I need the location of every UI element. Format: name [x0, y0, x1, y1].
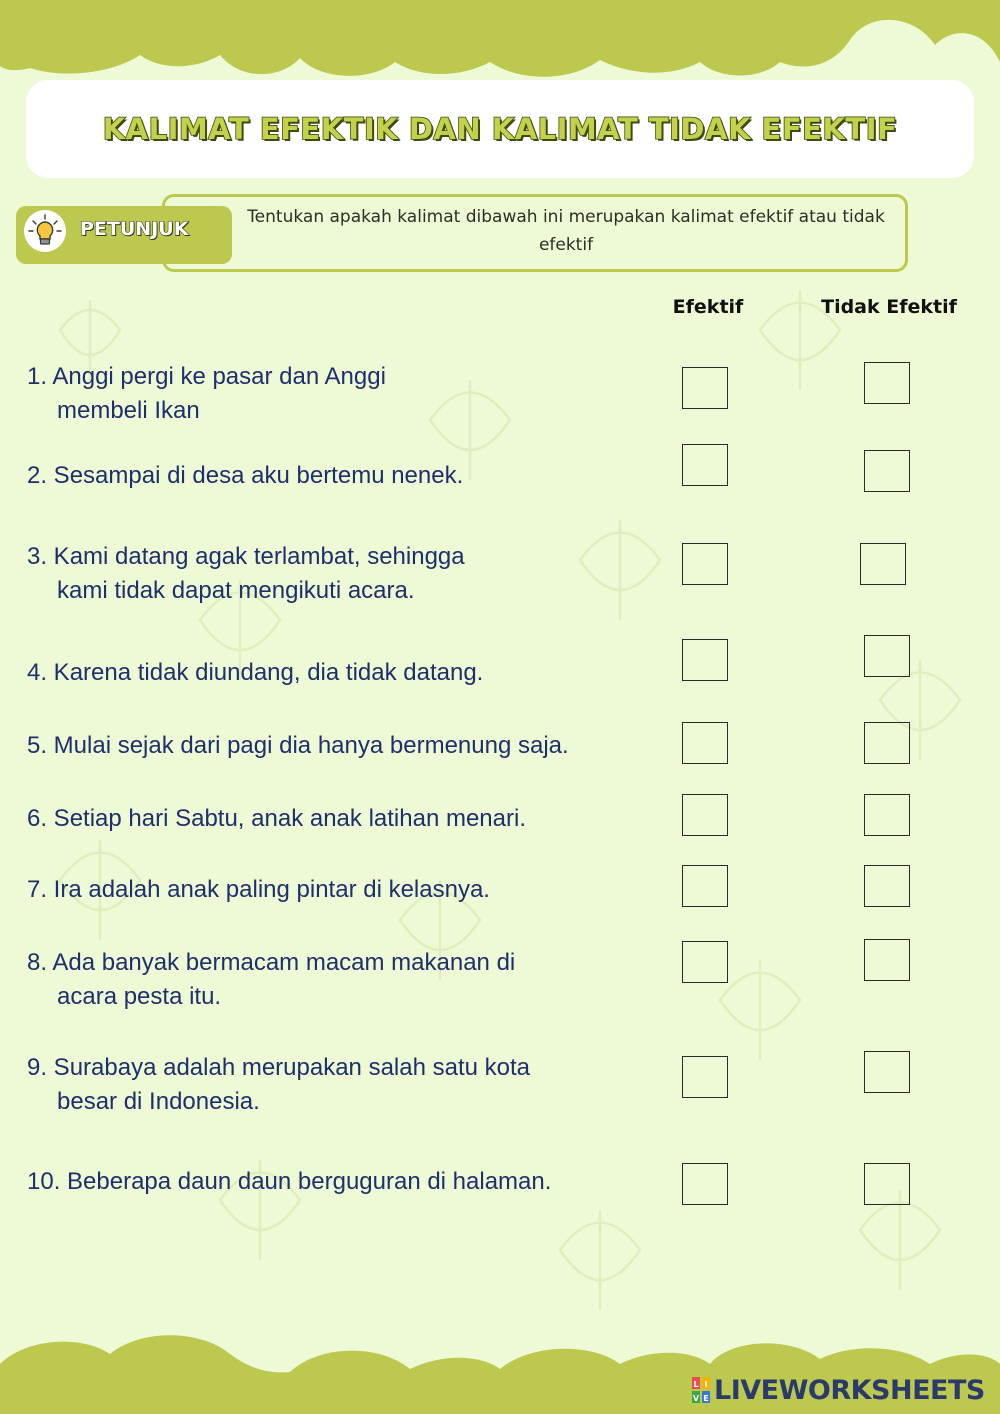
column-header-tidak-efektif: Tidak Efektif [821, 296, 957, 318]
title-banner [26, 80, 974, 178]
checkbox-tidak-efektif-2[interactable] [864, 450, 910, 492]
question-line: 5. Mulai sejak dari pagi dia hanya bermenung saja. [27, 732, 569, 759]
checkbox-tidak-efektif-10[interactable] [864, 1163, 910, 1205]
liveworksheets-logo-text: LIVEWORKSHEETS [714, 1374, 985, 1406]
question-item [27, 729, 647, 763]
logo-letter: V [692, 1394, 700, 1403]
lightbulb-icon [27, 213, 63, 249]
petunjuk-label: PETUNJUK [80, 218, 189, 240]
checkbox-tidak-efektif-4[interactable] [864, 635, 910, 677]
checkbox-efektif-10[interactable] [682, 1163, 728, 1205]
question-line: 4. Karena tidak diundang, dia tidak datang. [27, 659, 484, 686]
column-header-efektif: Efektif [672, 296, 744, 318]
question-item [27, 360, 647, 428]
question-item [27, 1051, 647, 1119]
worksheet-title: KALIMAT EFEKTIK DAN KALIMAT TIDAK EFEKTIF [102, 112, 898, 146]
question-line: besar di Indonesia. [57, 1088, 260, 1115]
liveworksheets-blocks-icon [692, 1377, 710, 1403]
top-cloud-decoration [0, 0, 1000, 90]
checkbox-tidak-efektif-9[interactable] [864, 1051, 910, 1093]
liveworksheets-logo[interactable] [692, 1374, 985, 1406]
checkbox-tidak-efektif-7[interactable] [864, 865, 910, 907]
question-item [27, 1165, 647, 1199]
checkbox-efektif-8[interactable] [682, 941, 728, 983]
logo-letter: I [704, 1380, 708, 1389]
checkbox-efektif-6[interactable] [682, 794, 728, 836]
question-line: 10. Beberapa daun daun berguguran di halaman. [27, 1168, 552, 1195]
logo-letter: L [693, 1380, 699, 1389]
question-line: kami tidak dapat mengikuti acara. [57, 577, 415, 604]
question-item [27, 873, 647, 907]
question-line: 1. Anggi pergi ke pasar dan Anggi [27, 363, 386, 390]
question-line: acara pesta itu. [57, 983, 222, 1010]
question-item [27, 802, 647, 836]
checkbox-efektif-7[interactable] [682, 865, 728, 907]
question-line: 7. Ira adalah anak paling pintar di kelasnya. [27, 876, 490, 903]
instruction-text: Tentukan apakah kalimat dibawah ini merupakan kalimat efektif atau tidak efektif [247, 207, 885, 255]
checkbox-tidak-efektif-3[interactable] [860, 543, 906, 585]
logo-letter: E [703, 1394, 709, 1403]
checkbox-efektif-9[interactable] [682, 1056, 728, 1098]
question-line: 8. Ada banyak bermacam macam makanan di [27, 949, 516, 976]
question-item [27, 656, 647, 690]
checkbox-efektif-1[interactable] [682, 367, 728, 409]
checkbox-efektif-4[interactable] [682, 639, 728, 681]
question-line: 9. Surabaya adalah merupakan salah satu kota [27, 1054, 531, 1081]
checkbox-tidak-efektif-6[interactable] [864, 794, 910, 836]
question-item [27, 946, 647, 1014]
question-line: 6. Setiap hari Sabtu, anak anak latihan menari. [27, 805, 526, 832]
question-item [27, 459, 647, 493]
checkbox-tidak-efektif-5[interactable] [864, 722, 910, 764]
checkbox-tidak-efektif-1[interactable] [864, 362, 910, 404]
checkbox-efektif-3[interactable] [682, 543, 728, 585]
question-item [27, 540, 647, 608]
question-line: membeli Ikan [57, 397, 200, 424]
checkbox-efektif-5[interactable] [682, 722, 728, 764]
question-line: 2. Sesampai di desa aku bertemu nenek. [27, 462, 464, 489]
checkbox-efektif-2[interactable] [682, 444, 728, 486]
checkbox-tidak-efektif-8[interactable] [864, 939, 910, 981]
question-line: 3. Kami datang agak terlambat, sehingga [27, 543, 465, 570]
